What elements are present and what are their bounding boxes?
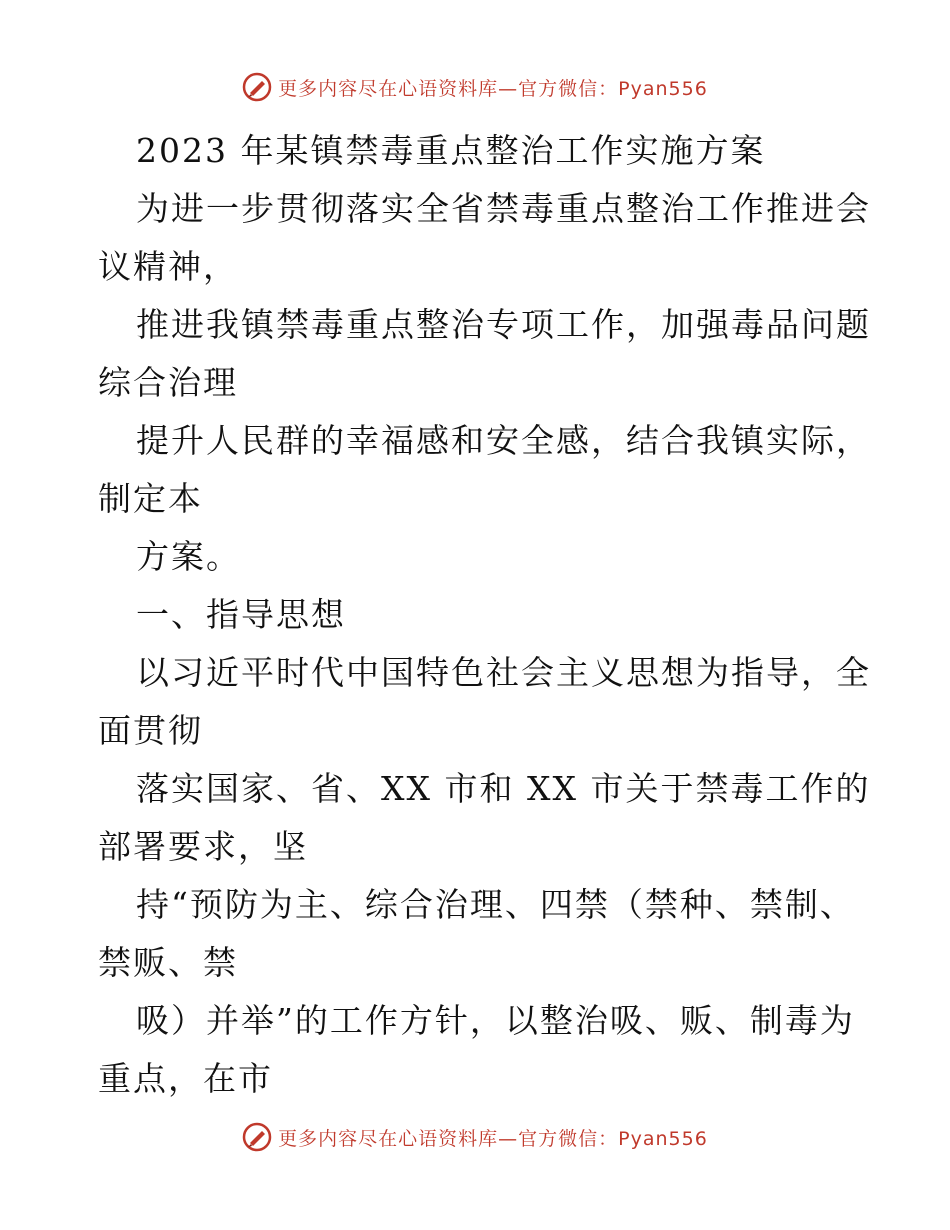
text-line: 提升人民群的幸福感和安全感，结合我镇实际，: [136, 421, 871, 460]
text-line: 2023 年某镇禁毒重点整治工作实施方案: [136, 131, 766, 170]
text-line: 吸）并举”的工作方针，以整治吸、贩、制毒为: [136, 1001, 855, 1040]
text-line: 制定本: [98, 479, 203, 518]
text-line: 持“预防为主、综合治理、四禁（禁种、禁制、: [136, 885, 855, 924]
text-line: 议精神，: [98, 247, 238, 286]
document-body: [98, 122, 871, 1108]
footer-watermark: [0, 1122, 950, 1152]
text-line: 部署要求，坚: [98, 827, 308, 866]
text-line: 方案。: [136, 537, 241, 576]
text-line: 落实国家、省、XX 市和 XX 市关于禁毒工作的: [136, 769, 871, 808]
text-line: 禁贩、禁: [98, 943, 238, 982]
text-line: 综合治理: [98, 363, 238, 402]
header-watermark: [0, 72, 950, 102]
pen-logo-icon: [242, 72, 272, 102]
text-line: 以习近平时代中国特色社会主义思想为指导，全: [136, 653, 871, 692]
text-line: 面贯彻: [98, 711, 203, 750]
text-line: 一、指导思想: [136, 595, 346, 634]
watermark-text: 更多内容尽在心语资料库—官方微信：Pyan556: [278, 1127, 708, 1150]
text-line: 为进一步贯彻落实全省禁毒重点整治工作推进会: [136, 189, 871, 228]
watermark-text: 更多内容尽在心语资料库—官方微信：Pyan556: [278, 77, 708, 100]
pen-logo-icon: [242, 1122, 272, 1152]
text-line: 重点，在市: [98, 1059, 273, 1098]
text-line: 推进我镇禁毒重点整治专项工作，加强毒品问题: [136, 305, 871, 344]
